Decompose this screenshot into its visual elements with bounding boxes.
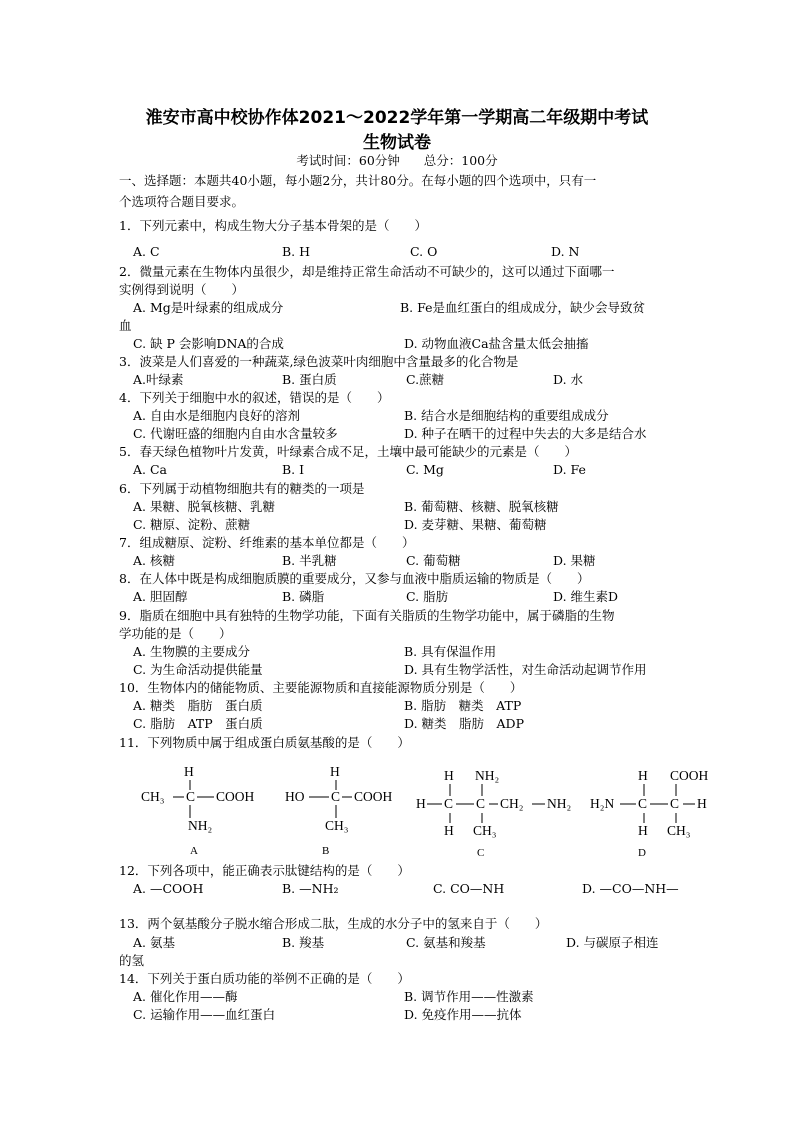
q8-option-d: D. 维生素D bbox=[553, 589, 619, 604]
q3-option-d: D. 水 bbox=[553, 372, 584, 387]
q9-option-a: A. 生物膜的主要成分 bbox=[133, 644, 250, 659]
q9-option-d: D. 具有生物学活性，对生命活动起调节作用 bbox=[404, 662, 647, 677]
q12-option-d: D. —CO—NH— bbox=[582, 881, 679, 896]
q11-label-c: C bbox=[477, 847, 485, 859]
atom-h: H bbox=[697, 796, 707, 811]
q9-stem-line2: 学功能的是（ ） bbox=[119, 626, 232, 641]
q9-stem-line1: 9．脂质在细胞中具有独特的生物学功能，下面有关脂质的生物学功能中，属于磷脂的生物 bbox=[119, 608, 615, 623]
group-nh2: NH₂ bbox=[188, 818, 213, 833]
section-instructions-line2: 个选项符合题目要求。 bbox=[119, 194, 245, 209]
group-ch3: CH₃ bbox=[325, 818, 349, 833]
q14-option-c: C. 运输作用——血红蛋白 bbox=[133, 1007, 276, 1022]
q4-option-b: B. 结合水是细胞结构的重要组成成分 bbox=[404, 408, 609, 423]
q4-option-c: C. 代谢旺盛的细胞内自由水含量较多 bbox=[133, 426, 338, 441]
q9-option-b: B. 具有保温作用 bbox=[404, 644, 497, 659]
q13-option-a: A. 氨基 bbox=[133, 935, 175, 950]
q1-option-a: A. C bbox=[133, 244, 160, 259]
exam-score: 总分：100分 bbox=[423, 153, 498, 168]
group-cooh: COOH bbox=[670, 768, 709, 783]
q1-stem: 1．下列元素中，构成生物大分子基本骨架的是（ ） bbox=[119, 218, 427, 233]
q5-option-a: A. Ca bbox=[133, 462, 167, 477]
q10-option-d: D. 糖类 脂肪 ADP bbox=[404, 716, 524, 731]
q10-option-a: A. 糖类 脂肪 蛋白质 bbox=[133, 698, 263, 713]
q4-option-d: D. 种子在晒干的过程中失去的大多是结合水 bbox=[404, 426, 647, 441]
q13-stem: 13．两个氨基酸分子脱水缩合形成二肽，生成的水分子中的氢来自于（ ） bbox=[119, 916, 548, 931]
q12-option-c: C. CO—NH bbox=[433, 881, 505, 896]
atom-h: H bbox=[330, 764, 340, 779]
q2-option-d: D. 动物血液Ca盐含量太低会抽搐 bbox=[404, 336, 589, 351]
group-nh2: NH₂ bbox=[475, 768, 500, 783]
q5-option-c: C. Mg bbox=[406, 462, 444, 477]
q8-option-b: B. 磷脂 bbox=[282, 589, 325, 604]
atom-h: H bbox=[444, 768, 454, 783]
atom-c: C bbox=[331, 789, 341, 804]
atom-c: C bbox=[186, 789, 196, 804]
q11-label-b: B bbox=[322, 845, 330, 857]
q1-option-c: C. O bbox=[410, 244, 438, 259]
q8-stem: 8．在人体中既是构成细胞质膜的重要成分，又参与血液中脂质运输的物质是（ ） bbox=[119, 571, 590, 586]
q13-option-b: B. 羧基 bbox=[282, 935, 325, 950]
exam-subject: 生物试卷 bbox=[363, 133, 431, 153]
q7-option-b: B. 半乳糖 bbox=[282, 553, 337, 568]
q14-stem: 14．下列关于蛋白质功能的举例不正确的是（ ） bbox=[119, 971, 410, 986]
q10-stem: 10．生物体内的储能物质、主要能源物质和直接能源物质分别是（ ） bbox=[119, 680, 523, 695]
atom-c: C bbox=[444, 796, 454, 811]
group-ch2: CH₂ bbox=[500, 796, 524, 811]
atom-h: H bbox=[416, 796, 426, 811]
q2-stem-line1: 2．微量元素在生物体内虽很少，却是维持正常生命活动不可缺少的，这可以通过下面哪一 bbox=[119, 264, 615, 279]
q7-option-a: A. 核糖 bbox=[133, 553, 175, 568]
q13-option-c: C. 氨基和羧基 bbox=[406, 935, 486, 950]
group-cooh: COOH bbox=[354, 789, 393, 804]
q2-option-c: C. 缺 P 会影响DNA的合成 bbox=[133, 336, 284, 351]
q11-stem: 11．下列物质中属于组成蛋白质氨基酸的是（ ） bbox=[119, 735, 410, 750]
q2-option-a: A. Mg是叶绿素的组成成分 bbox=[133, 300, 284, 315]
q2-option-b: B. Fe是血红蛋白的组成成分，缺少会导致贫 bbox=[400, 300, 646, 315]
q6-option-c: C. 糖原、淀粉、蔗糖 bbox=[133, 517, 251, 532]
q6-option-b: B. 葡萄糖、核糖、脱氧核糖 bbox=[404, 499, 559, 514]
atom-h: H bbox=[638, 768, 648, 783]
q3-option-c: C.蔗糖 bbox=[406, 372, 445, 387]
q9-option-c: C. 为生命活动提供能量 bbox=[133, 662, 263, 677]
q11-label-d: D bbox=[638, 847, 646, 859]
q10-option-b: B. 脂肪 糖类 ATP bbox=[404, 698, 522, 713]
q5-stem: 5．春天绿色植物叶片发黄，叶绿素合成不足，土壤中最可能缺少的元素是（ ） bbox=[119, 444, 577, 459]
atom-h: H bbox=[444, 823, 454, 838]
group-ho: HO bbox=[285, 789, 305, 804]
q10-option-c: C. 脂肪 ATP 蛋白质 bbox=[133, 716, 263, 731]
q6-option-d: D. 麦芽糖、果糖、葡萄糖 bbox=[404, 517, 547, 532]
q6-stem: 6．下列属于动植物细胞共有的糖类的一项是 bbox=[119, 481, 365, 496]
atom-h: H bbox=[638, 823, 648, 838]
group-ch3: CH₃ bbox=[141, 789, 165, 804]
group-h2n: H₂N bbox=[590, 796, 615, 811]
section-instructions-line1: 一、选择题：本题共40小题，每小题2分，共计80分。在每小题的四个选项中，只有一 bbox=[119, 173, 597, 188]
q2-stem-line2: 实例得到说明（ ） bbox=[119, 282, 245, 297]
q13-option-d: D. 与碳原子相连 bbox=[566, 935, 659, 950]
q1-option-d: D. N bbox=[551, 244, 580, 259]
group-ch3: CH₃ bbox=[473, 823, 497, 838]
atom-c: C bbox=[476, 796, 486, 811]
q1-option-b: B. H bbox=[282, 244, 311, 259]
q13-option-d-cont: 的氢 bbox=[119, 953, 145, 968]
q14-option-d: D. 免疫作用——抗体 bbox=[404, 1007, 522, 1022]
exam-time: 考试时间：60分钟 bbox=[296, 153, 400, 168]
exam-title: 淮安市高中校协作体2021～2022学年第一学期高二年级期中考试 bbox=[145, 108, 649, 128]
atom-c: C bbox=[670, 796, 680, 811]
group-ch3: CH₃ bbox=[667, 823, 691, 838]
q6-option-a: A. 果糖、脱氧核糖、乳糖 bbox=[133, 499, 275, 514]
q4-option-a: A. 自由水是细胞内良好的溶剂 bbox=[133, 408, 300, 423]
q8-option-a: A. 胆固醇 bbox=[133, 589, 188, 604]
q7-option-d: D. 果糖 bbox=[553, 553, 596, 568]
atom-h: H bbox=[184, 764, 194, 779]
q2-option-b-cont: 血 bbox=[119, 318, 132, 333]
group-nh2: NH₂ bbox=[547, 796, 572, 811]
q14-option-b: B. 调节作用——性激素 bbox=[404, 989, 534, 1004]
exam-info bbox=[0, 151, 794, 169]
q3-option-a: A.叶绿素 bbox=[133, 372, 184, 387]
q5-option-d: D. Fe bbox=[553, 462, 586, 477]
q8-option-c: C. 脂肪 bbox=[406, 589, 449, 604]
q7-stem: 7．组成糖原、淀粉、纤维素的基本单位都是（ ） bbox=[119, 535, 415, 550]
group-cooh: COOH bbox=[216, 789, 255, 804]
q12-option-b: B. —NH₂ bbox=[282, 881, 339, 896]
q7-option-c: C. 葡萄糖 bbox=[406, 553, 461, 568]
q14-option-a: A. 催化作用——酶 bbox=[133, 989, 238, 1004]
atom-c: C bbox=[638, 796, 648, 811]
q3-option-b: B. 蛋白质 bbox=[282, 372, 337, 387]
q11-label-a: A bbox=[190, 845, 198, 857]
q12-option-a: A. —COOH bbox=[133, 881, 204, 896]
q5-option-b: B. I bbox=[282, 462, 305, 477]
q3-stem: 3．波菜是人们喜爱的一种蔬菜,绿色波菜叶肉细胞中含量最多的化合物是 bbox=[119, 354, 519, 369]
q12-stem: 12．下列各项中，能正确表示肽键结构的是（ ） bbox=[119, 863, 410, 878]
q4-stem: 4．下列关于细胞中水的叙述，错误的是（ ） bbox=[119, 390, 390, 405]
